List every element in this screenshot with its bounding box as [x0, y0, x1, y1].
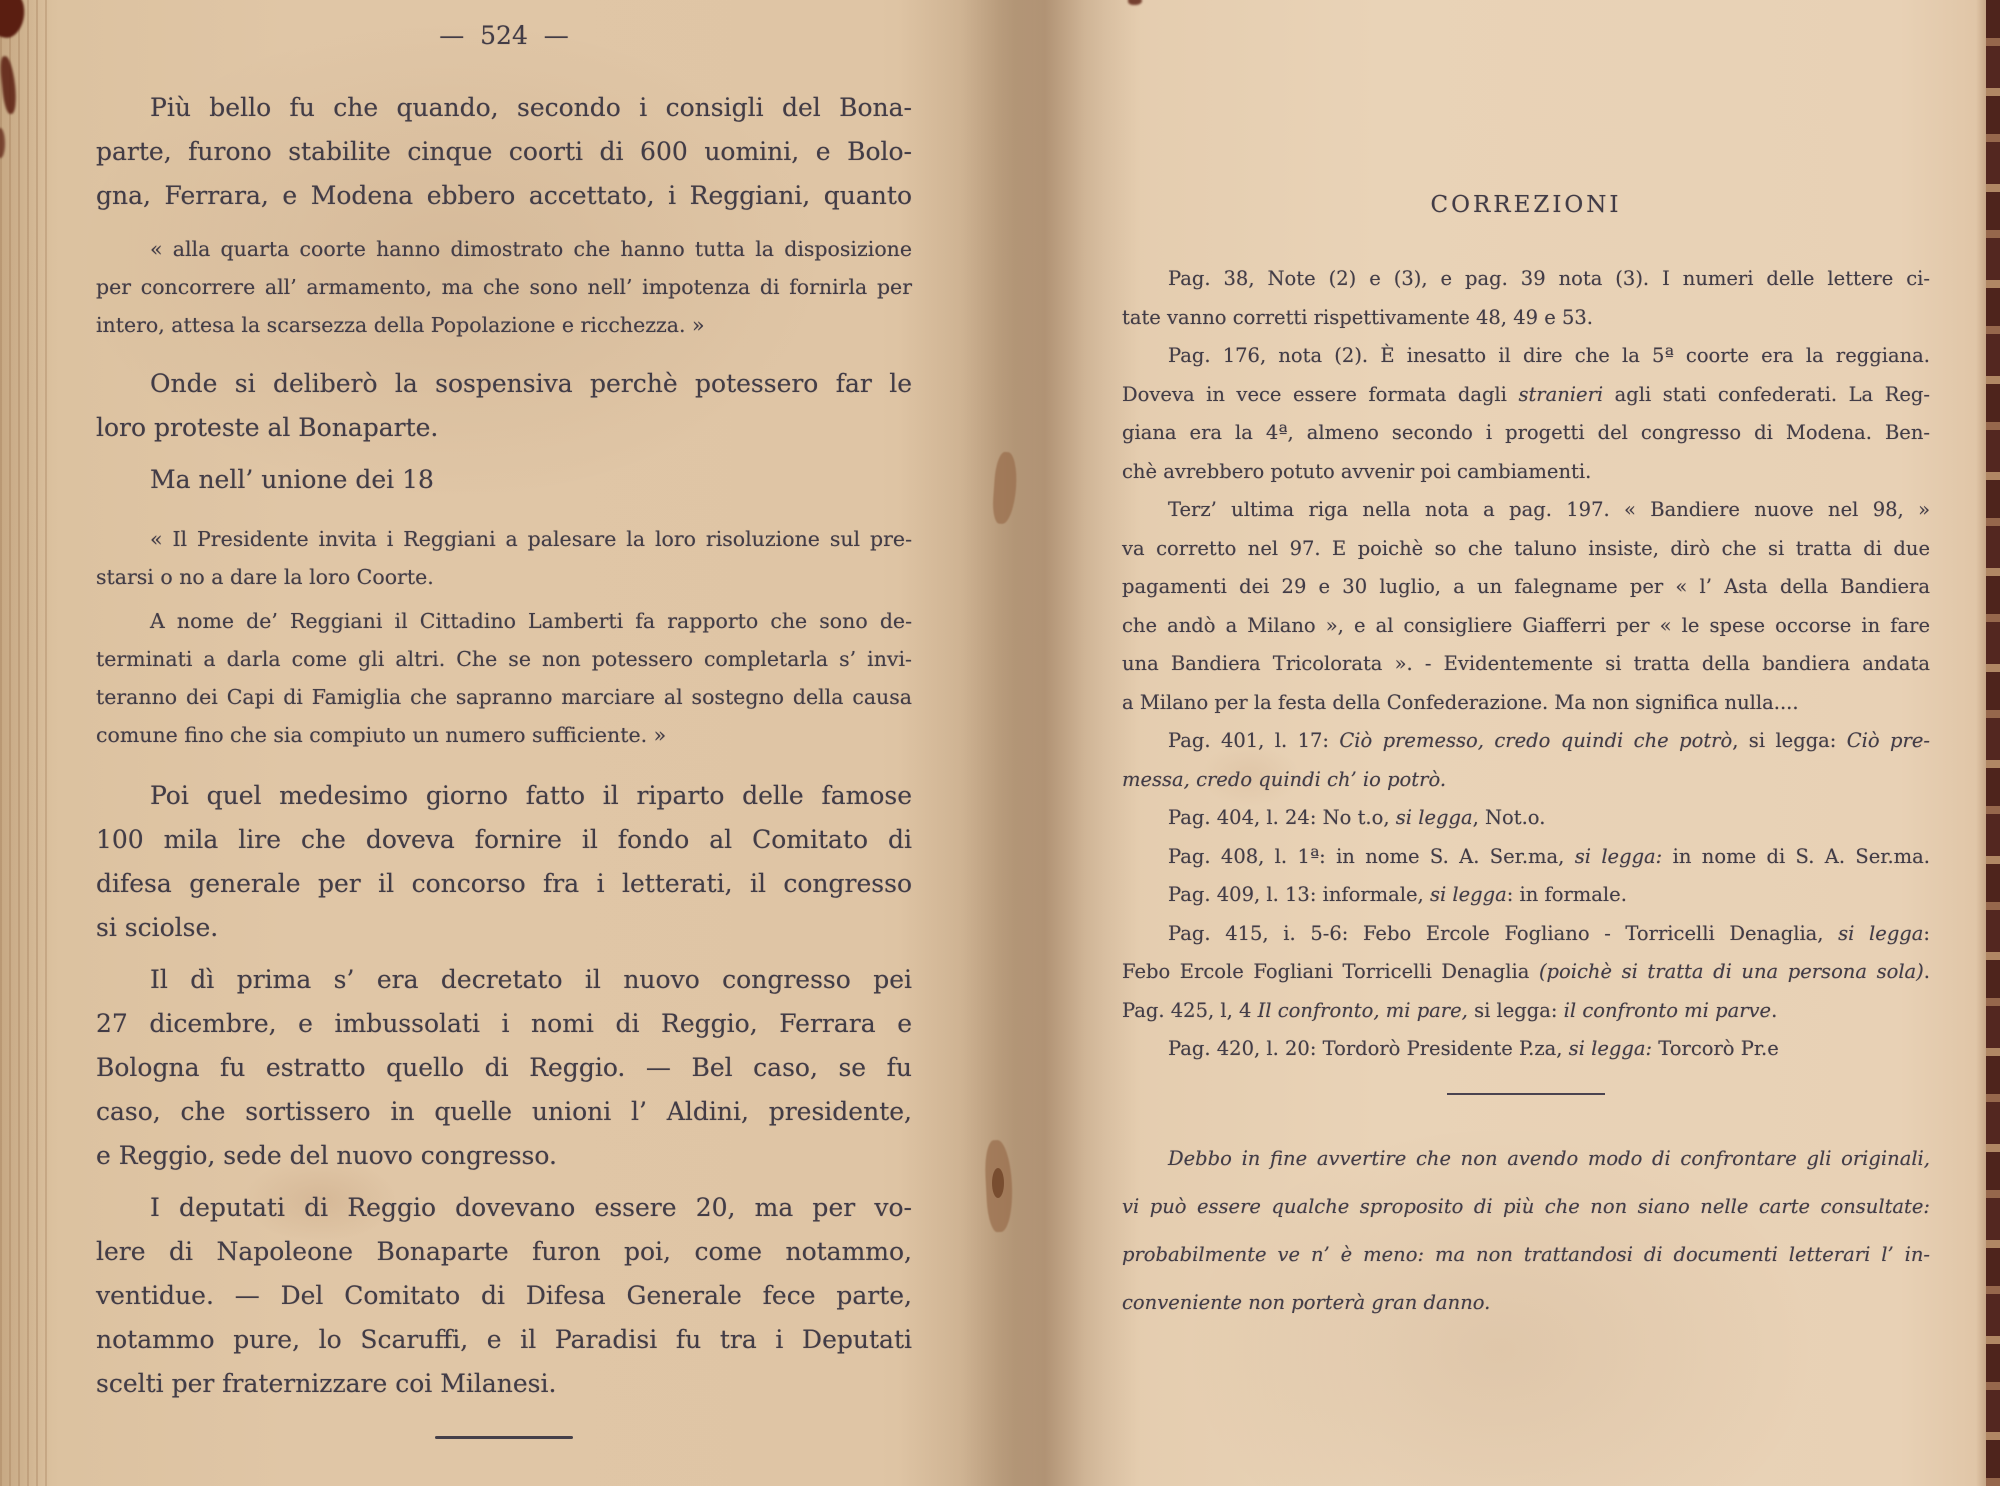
text-segment: il confronto mi parve [1563, 998, 1772, 1022]
paragraph [1122, 337, 1930, 491]
text-line [96, 1318, 912, 1362]
paragraph [96, 602, 912, 754]
text-segment: : [1923, 921, 1930, 945]
right-page-edge [1986, 0, 2000, 1486]
text-segment: starsi o no a dare la loro Coorte. [96, 565, 434, 589]
text-line [1122, 799, 1930, 838]
paragraph [1122, 1135, 1930, 1327]
text-line [1122, 722, 1930, 761]
text-segment: stranieri [1518, 382, 1604, 406]
text-segment: comune fino che sia compiuto un numero sufficiente. » [96, 723, 667, 747]
text-segment: Bologna fu estratto quello di Reggio. — Bel caso, se fu [96, 1053, 912, 1082]
text-segment: giana era la 4ª, almeno secondo i progetti del congresso di Modena. Ben- [1122, 421, 1930, 444]
text-line [1122, 645, 1930, 684]
text-line [1122, 1279, 1930, 1327]
text-segment: si legga: [1568, 1037, 1653, 1060]
text-segment: Pag. 420, l. 20: Tordorò Presidente P.za, [1168, 1037, 1569, 1060]
text-segment: 100 mila lire che doveva fornire il fondo al Comitato di [96, 825, 912, 854]
left-page-divider [435, 1436, 573, 1439]
text-line [96, 86, 912, 130]
text-segment: si legga [1429, 883, 1507, 906]
text-segment: Ciò premesso, credo quindi che potrò [1339, 729, 1733, 752]
text-line [1122, 414, 1930, 453]
text-segment: conveniente non porterà gran danno. [1122, 1290, 1491, 1314]
text-segment: va corretto nel 97. E poichè so che taluno insiste, dirò che si tratta di due [1122, 536, 1930, 560]
binding-gutter-blemish [992, 451, 1019, 524]
text-line [96, 958, 912, 1002]
text-line [96, 268, 912, 306]
text-segment: « alla quarta coorte hanno dimostrato che hanno tutta la disposizione [150, 237, 912, 261]
text-segment: per concorrere all’ armamento, ma che sono nell’ impotenza di fornirla per [96, 275, 912, 299]
text-segment: Pag. 415, i. 5-6: Febo Ercole Fogliano - Torricelli Denaglia, [1168, 921, 1839, 945]
corrections-heading: CORREZIONI [1430, 192, 1622, 218]
text-line [96, 174, 912, 218]
text-segment: Doveva in vece essere formata dagli [1122, 382, 1519, 406]
text-segment: teranno dei Capi di Famiglia che sapranno marciare al sostegno della causa [96, 685, 912, 709]
text-line [1122, 607, 1930, 646]
text-segment: scelti per fraternizzare coi Milanesi. [96, 1369, 557, 1398]
text-line [96, 1186, 912, 1230]
text-segment: messa, credo quindi ch’ io potrò. [1122, 767, 1447, 791]
text-segment: lere di Napoleone Bonaparte furon poi, come notammo, [96, 1237, 912, 1266]
text-line [1122, 838, 1930, 877]
text-line [96, 602, 912, 640]
text-line [1122, 1183, 1930, 1231]
text-segment: Pag. 425, l, 4 [1122, 998, 1258, 1022]
text-line [96, 406, 912, 450]
text-line [1122, 953, 1930, 992]
left-page-edge [0, 0, 52, 1486]
text-line [1122, 491, 1930, 530]
paragraph [1122, 722, 1930, 799]
text-line [96, 1230, 912, 1274]
corrections-divider [1447, 1093, 1605, 1095]
text-segment: ventidue. — Del Comitato di Difesa Generale fece parte, [96, 1281, 912, 1310]
text-segment: Poi quel medesimo giorno fatto il riparto delle famose [150, 781, 912, 810]
text-segment: I deputati di Reggio dovevano essere 20, ma per vo- [150, 1193, 912, 1222]
text-line [96, 1002, 912, 1046]
closing-note [1122, 1135, 1930, 1327]
text-line [96, 818, 912, 862]
text-segment: caso, che sortissero in quelle unioni l’ Aldini, presidente, [96, 1097, 912, 1126]
text-line [1122, 761, 1930, 800]
paragraph [1122, 799, 1930, 838]
text-segment: pagamenti dei 29 e 30 luglio, a un falegname per « l’ Asta della Bandiera [1122, 575, 1930, 598]
text-line [1122, 337, 1930, 376]
text-line [96, 458, 912, 502]
text-segment: tate vanno corretti rispettivamente 48, 49 e 53. [1122, 305, 1593, 329]
text-segment: Pag. 401, l. 17: [1168, 729, 1340, 752]
text-segment: A nome de’ Reggiani il Cittadino Lamberti fa rapporto che sono de- [150, 609, 912, 633]
text-segment: si legga: [1574, 844, 1663, 868]
paragraph [96, 520, 912, 596]
text-segment: Il dì prima s’ era decretato il nuovo congresso pei [150, 965, 912, 994]
text-segment: si legga: [1467, 998, 1564, 1022]
text-line [1122, 376, 1930, 415]
text-segment: che andò a Milano », e al consigliere Giafferri per « le spese occorse in fare [1122, 613, 1930, 637]
paragraph [96, 86, 912, 218]
text-segment: notammo pure, lo Scaruffi, e il Paradisi fu tra i Deputati [96, 1325, 912, 1354]
text-segment: Pag. 404, l. 24: No t.o, [1168, 806, 1396, 829]
page-number: — 524 — [439, 21, 569, 50]
text-segment: Pag. 38, Note (2) e (3), e pag. 39 nota (3). I numeri delle lettere ci- [1168, 267, 1930, 290]
text-segment: a Milano per la festa della Confederazione. Ma non significa nulla.... [1122, 690, 1799, 714]
text-segment: in nome di S. A. Ser.ma. [1662, 844, 1930, 868]
paragraph [1122, 260, 1930, 337]
paragraph [1122, 491, 1930, 722]
top-edge-mark [1128, 0, 1142, 5]
text-segment: chè avrebbero potuto avvenir poi cambiamenti. [1122, 459, 1592, 483]
text-segment: si sciolse. [96, 913, 219, 942]
text-line [96, 230, 912, 268]
text-segment: gna, Ferrara, e Modena ebbero accettato, i Reggiani, quanto [96, 181, 912, 210]
text-line [96, 1134, 912, 1178]
text-line [96, 774, 912, 818]
text-segment: Pag. 408, l. 1ª: in nome S. A. Ser.ma, [1168, 844, 1575, 868]
right-page [1122, 190, 1930, 1327]
text-line [1122, 568, 1930, 607]
text-segment: . [1923, 960, 1930, 983]
text-line [1122, 530, 1930, 569]
paragraph [96, 230, 912, 344]
paragraph [1122, 876, 1930, 915]
text-line [96, 1362, 912, 1406]
paragraph [96, 958, 912, 1178]
text-line [96, 1090, 912, 1134]
paragraph [96, 458, 912, 502]
text-line [96, 1046, 912, 1090]
text-line [96, 520, 912, 558]
text-segment: Più bello fu che quando, secondo i consigli del Bona- [150, 93, 912, 122]
text-segment: si legga [1838, 921, 1924, 945]
text-line [1122, 260, 1930, 299]
paragraph [1122, 1030, 1930, 1069]
text-line [96, 130, 912, 174]
text-line [96, 862, 912, 906]
text-line [1122, 684, 1930, 723]
text-line [1122, 992, 1930, 1031]
text-segment: difesa generale per il concorso fra i letterati, il congresso [96, 869, 912, 898]
text-line [1122, 1030, 1930, 1069]
text-segment: parte, furono stabilite cinque coorti di 600 uomini, e Bolo- [96, 137, 912, 166]
text-line [1122, 1135, 1930, 1183]
left-page [96, 16, 912, 1439]
text-line [96, 678, 912, 716]
text-segment: : in formale. [1506, 883, 1627, 906]
text-segment: Febo Ercole Fogliani Torricelli Denaglia [1122, 960, 1539, 983]
text-line [1122, 453, 1930, 492]
text-segment: Ciò pre- [1846, 729, 1930, 752]
text-segment: Pag. 409, l. 13: informale, [1168, 883, 1430, 906]
text-segment: Terz’ ultima riga nella nota a pag. 197. « Bandiere nuove nel 98, » [1168, 498, 1930, 521]
text-segment: intero, attesa la scarsezza della Popolazione e ricchezza. » [96, 313, 705, 337]
text-segment: Pag. 176, nota (2). È inesatto il dire che la 5ª coorte era la reggiana. [1168, 344, 1930, 367]
text-line [1122, 299, 1930, 338]
paragraph [1122, 992, 1930, 1031]
text-segment: probabilmente ve n’ è meno: ma non trattandosi di documenti letterari l’ in- [1122, 1242, 1930, 1266]
text-segment: vi può essere qualche sproposito di più che non siano nelle carte consultate: [1122, 1194, 1930, 1218]
paragraph [96, 362, 912, 450]
text-line [1122, 915, 1930, 954]
text-line [96, 306, 912, 344]
text-segment: una Bandiera Tricolorata ». - Evidentemente si tratta della bandiera andata [1122, 652, 1930, 675]
text-segment: si legga [1395, 806, 1473, 829]
text-segment: e Reggio, sede del nuovo congresso. [96, 1141, 557, 1170]
text-segment: agli stati confederati. La Reg- [1603, 382, 1930, 406]
text-line [96, 558, 912, 596]
text-segment: , Not.o. [1472, 806, 1546, 829]
text-segment: Ma nell’ unione dei 18 [150, 465, 434, 494]
text-line [96, 640, 912, 678]
text-segment: Onde si deliberò la sospensiva perchè potessero far le [150, 369, 912, 398]
right-page-edge-shadow [1976, 0, 1986, 1486]
text-segment: Torcorò Pr.e [1652, 1037, 1779, 1060]
corrections-list [1122, 260, 1930, 1069]
binding-gutter-blemish [992, 1168, 1004, 1198]
paragraph [1122, 838, 1930, 877]
text-segment: terminati a darla come gli altri. Che se non potessero completarla s’ invi- [96, 647, 912, 671]
text-segment: 27 dicembre, e imbussolati i nomi di Reggio, Ferrara e [96, 1009, 912, 1038]
text-line [96, 362, 912, 406]
text-segment: « Il Presidente invita i Reggiani a palesare la loro risoluzione sul pre- [150, 527, 912, 551]
text-line [96, 906, 912, 950]
text-segment: Il confronto, mi pare, [1257, 998, 1468, 1022]
paragraph [96, 1186, 912, 1406]
paragraph [1122, 915, 1930, 992]
text-segment: (poichè si tratta di una persona sola) [1538, 960, 1924, 983]
paragraph [96, 774, 912, 950]
left-page-text [96, 86, 912, 1406]
text-segment: loro proteste al Bonaparte. [96, 413, 439, 442]
text-line [1122, 876, 1930, 915]
text-line [96, 1274, 912, 1318]
text-line [96, 716, 912, 754]
text-line [1122, 1231, 1930, 1279]
text-segment: . [1771, 998, 1778, 1022]
text-segment: , si legga: [1732, 729, 1847, 752]
text-segment: Debbo in fine avvertire che non avendo modo di confrontare gli originali, [1168, 1146, 1930, 1170]
